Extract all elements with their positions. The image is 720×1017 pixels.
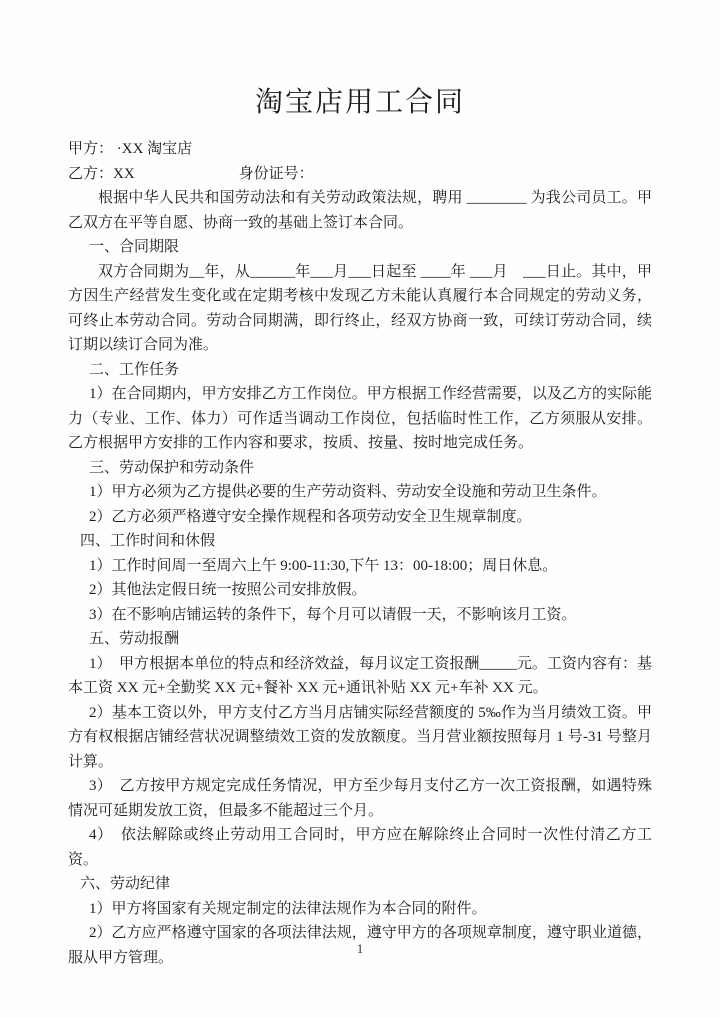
section-1-paragraph-1: 双方合同期为__年，从______年___月___日起至 ____年 ___月 ___日止。其中，甲方因生产经营发生变化或在定期考核中发现乙方未能认真履行本合同规定的劳动义务，可终止本劳动合同。劳动合同期满，即行终止，经双方协商一致，可续订劳动合同，续订期以续订合同为准。 [68,263,652,353]
section-5-clause-3: 3） 乙方按甲方规定完成任务情况，甲方至少每月支付乙方一次工资报酬，如遇特殊情况可延期发放工资，但最多不能超过三个月。 [68,778,652,819]
section-4-clause-3: 3）在不影响店铺运转的条件下，每个月可以请假一天，不影响该月工资。 [89,606,577,623]
document-body [68,137,652,970]
id-number-label: 身份证号： [238,165,314,182]
section-2-clause-1: 1）在合同期内，甲方安排乙方工作岗位。甲方根据工作经营需要，以及乙方的实际能力（专业、工作、体力）可作适当调动工作岗位，包括临时性工作，乙方须服从安排。乙方根据甲方安排的工作内容和要求，按质、按量、按时地完成任务。 [68,386,652,451]
section-5-clause-4: 4） 依法解除或终止劳动用工合同时，甲方应在解除终止合同时一次性付清乙方工资。 [68,827,652,868]
page-number: 1 [356,941,364,956]
section-4-clause-2: 2）其他法定假日统一按照公司安排放假。 [89,582,367,598]
document-title: 淘宝店用工合同 [254,87,465,118]
section-4-clause-1: 1）工作时间周一至周六上午 9:00-11:30,下午 13：00-18:00；周日休息。 [89,557,558,574]
section-5-clause-1: 1） 甲方根据本单位的特点和经济效益，每月议定工资报酬_____元。工资内容有：基本工资 XX 元+全勤奖 XX 元+餐补 XX 元+通讯补贴 XX 元+车补 XX 元。 [68,655,652,696]
section-2-heading: 二、工作任务 [89,361,180,378]
party-b-line [68,162,652,187]
party-a-line: 甲方： ·XX 淘宝店 [68,141,193,157]
section-3-clause-1: 1）甲方必须为乙方提供必要的生产劳动资料、劳动安全设施和劳动卫生条件。 [89,484,607,500]
preamble-paragraph: 根据中华人民共和国劳动法和有关劳动政策法规，聘用 ________ 为我公司员工。甲乙双方在平等自愿、协商一致的基础上签订本合同。 [68,190,652,231]
section-3-clause-2: 2）乙方必须严格遵守安全操作规程和各项劳动安全卫生规章制度。 [89,508,532,525]
party-b-text: 乙方：XX [68,165,135,182]
section-6-clause-2: 2）乙方应严格遵守国家的各项法律法规，遵守甲方的各项规章制度，遵守职业道德，服从甲方管理。 [68,925,652,966]
section-5-clause-2: 2）基本工资以外，甲方支付乙方当月店铺实际经营额度的 5‰作为当月绩效工资。甲方有权根据店铺经营状况调整绩效工资的发放额度。当月营业额按照每月 1 号-31 号整月计算。 [68,704,652,770]
section-1-heading: 一、合同期限 [89,239,180,255]
section-4-heading: 四、工作时间和休假 [80,533,216,549]
section-3-heading: 三、劳动保护和劳动条件 [89,459,255,476]
section-6-clause-1: 1）甲方将国家有关规定制定的法律法规作为本合同的附件。 [89,900,487,917]
section-6-heading: 六、劳动纪律 [80,876,171,892]
section-5-heading: 五、劳动报酬 [89,631,180,647]
